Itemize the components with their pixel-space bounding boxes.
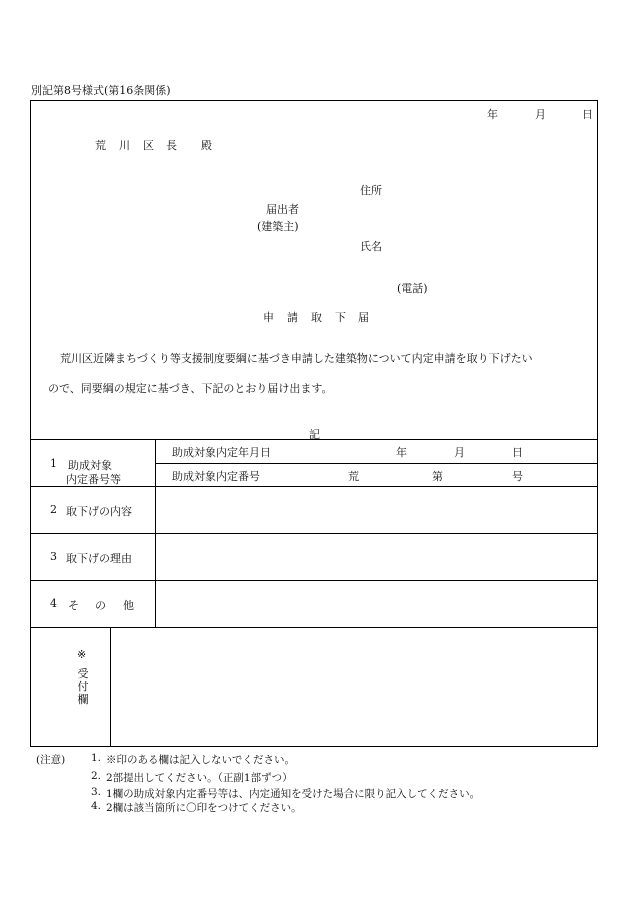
address-label: 住所 xyxy=(360,184,382,197)
date-month-label: 月 xyxy=(535,108,546,121)
note-text: 2部提出してください。（正副1部ずつ） xyxy=(106,772,293,784)
form-frame xyxy=(30,100,598,747)
approval-date-year: 年 xyxy=(396,446,407,459)
reception-char: 付 xyxy=(77,680,89,693)
form-id: 別記第8号様式(第16条関係) xyxy=(31,84,171,97)
row4-number: 4 xyxy=(50,597,57,610)
row-line xyxy=(31,580,598,581)
row3-label: 取下げの理由 xyxy=(66,552,132,565)
note-text: ※印のある欄は記入しないでください。 xyxy=(106,754,295,766)
table-column-divider xyxy=(155,439,156,628)
note-number: 1. xyxy=(91,752,102,764)
reception-char: 受 xyxy=(77,667,89,680)
note-text: 2欄は該当箇所に〇印をつけてください。 xyxy=(106,802,302,814)
row-line xyxy=(31,533,598,534)
addressee-char: 荒 xyxy=(95,139,106,152)
approval-number-label: 助成対象内定番号 xyxy=(172,470,260,483)
addressee-char: 川 xyxy=(119,139,130,152)
row1-label-line1: 助成対象 xyxy=(68,459,112,472)
other-field[interactable] xyxy=(157,582,597,626)
title-char: 取 xyxy=(311,311,322,324)
date-day-label: 日 xyxy=(582,108,593,121)
ki-label: 記 xyxy=(309,428,320,441)
approval-date-label: 助成対象内定年月日 xyxy=(172,446,271,459)
note-text: 1欄の助成対象内定番号等は、内定通知を受けた場合に限り記入してください。 xyxy=(106,788,481,800)
addressee-char: 区 xyxy=(143,139,154,152)
approval-number-dai: 第 xyxy=(432,470,443,483)
reception-char: 欄 xyxy=(77,693,89,706)
withdrawal-content-field[interactable] xyxy=(157,488,597,532)
row4-label-char: そ xyxy=(68,599,79,612)
approval-number-ara: 荒 xyxy=(348,470,359,483)
notes-heading: (注意) xyxy=(36,754,66,766)
row4-label-char: 他 xyxy=(123,599,134,612)
row4-label-char: の xyxy=(95,599,106,612)
reception-divider xyxy=(110,628,111,746)
approval-number-go: 号 xyxy=(512,470,523,483)
name-label: 氏名 xyxy=(360,240,382,253)
date-year-label: 年 xyxy=(487,108,498,121)
body-line-1: 荒川区近隣まちづくり等支援制度要綱に基づき申請した建築物について内定申請を取り下げたい xyxy=(60,352,533,365)
notifier-label: 届出者 xyxy=(266,203,299,216)
title-char: 申 xyxy=(263,311,274,324)
row1-number: 1 xyxy=(50,457,57,470)
approval-date-month: 月 xyxy=(454,446,465,459)
note-number: 4. xyxy=(91,800,102,812)
note-number: 2. xyxy=(91,770,102,782)
row1-label-line2: 内定番号等 xyxy=(66,473,121,486)
addressee-char: 長 xyxy=(166,139,177,152)
row2-label: 取下げの内容 xyxy=(66,505,132,518)
note-number: 3. xyxy=(91,786,102,798)
builder-label: (建築主) xyxy=(257,220,299,233)
title-char: 届 xyxy=(358,311,369,324)
row2-number: 2 xyxy=(50,503,57,516)
table-bottom-line xyxy=(31,627,598,628)
title-char: 請 xyxy=(287,311,298,324)
addressee-honorific: 殿 xyxy=(201,139,212,152)
withdrawal-reason-field[interactable] xyxy=(157,535,597,579)
title-char: 下 xyxy=(335,311,346,324)
row3-number: 3 xyxy=(50,550,57,563)
phone-label: (電話) xyxy=(397,282,428,295)
table-top-line xyxy=(31,439,598,440)
row1-divider xyxy=(156,463,598,464)
body-line-2: ので、同要綱の規定に基づき、下記のとおり届け出ます。 xyxy=(48,382,333,395)
reception-mark: ※ xyxy=(77,648,87,661)
approval-date-day: 日 xyxy=(512,446,523,459)
